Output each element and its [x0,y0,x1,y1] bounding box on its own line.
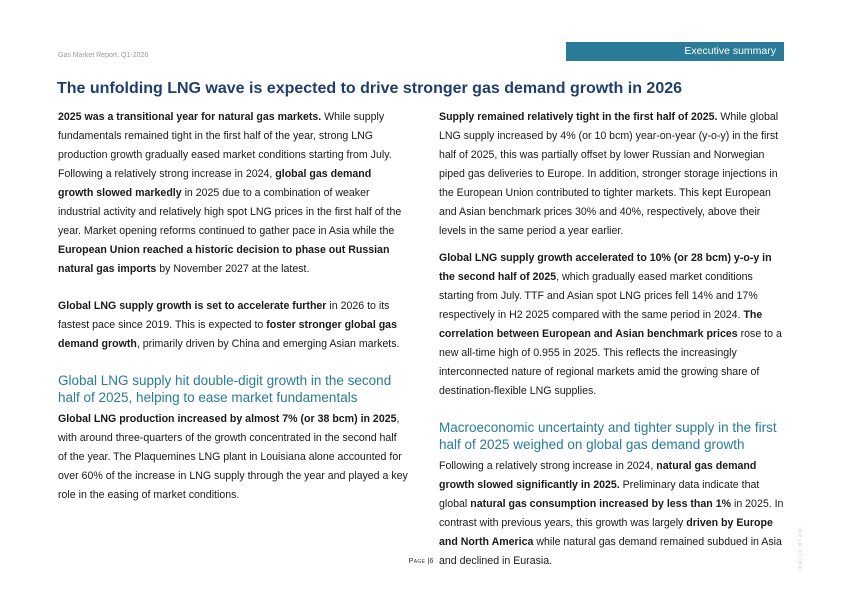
page-separator: | [427,556,430,565]
text: Following a relatively strong increase in 2024, [439,460,657,472]
text: While global LNG supply increased by 4% (or 10 bcm) year-on-year (y-o-y) in the first half of 2025, this was partially offset by lower Russian and Norwegian piped gas deliveries to Europe. In addition, stronger storage injections in the European Union contributed to tighter markets. This kept European and Asian benchmark prices 30% and 40%, respectively, above their levels in the same period a year earlier. [439,111,779,237]
page-number: 6 [429,556,434,565]
bold-text: Supply remained relatively tight in the first half of 2025. [439,111,718,123]
paragraph [439,108,789,241]
page-label: Page [408,556,426,565]
paragraph [58,108,408,279]
section-banner: Executive summary [566,42,784,61]
page-footer [0,556,842,565]
text: while natural gas demand remained subdued in Asia and declined in Eurasia. [439,536,782,567]
section-subheading: Macroeconomic uncertainty and tighter supply in the first half of 2025 weighed on global gas demand growth [439,420,777,452]
bold-text: natural gas demand growth slowed significantly in 2025. [439,460,757,491]
bold-text: 2025 was a transitional year for natural gas markets. [58,111,322,123]
bold-text: The correlation between European and Asian benchmark prices [439,309,763,340]
text: rose to a new all-time high of 0.955 in 2025. This reflects the increasingly interconnected nature of regional markets amid the growing share of destination-flexible LNG supplies. [439,328,782,397]
text: in 2026 to its fastest pace since 2019. This is expected to [58,300,390,331]
text: , with around three-quarters of the growth concentrated in the second half of the year. The Plaquemines LNG plant in Louisiana alone accounted for over 60% of the increase in LNG supply through the year and played a key role in the easing of market conditions. [58,413,408,501]
bold-text: Global LNG supply growth is set to accelerate further [58,300,327,312]
page-title: The unfolding LNG wave is expected to drive stronger gas demand growth in 2026 [57,80,683,97]
bold-text: Global LNG supply growth accelerated to 10% (or 28 bcm) y-o-y in the second half of 2025 [439,252,772,283]
bold-text: global gas demand growth slowed markedly [58,168,372,199]
left-column [58,108,408,505]
paragraph [58,410,408,505]
text: in 2025 due to a combination of weaker industrial activity and relatively high spot LNG prices in the first half of the year. Market opening reforms continued to gather pace in Asia while the [58,187,402,237]
text: , which gradually eased market conditions starting from July. TTF and Asian spot LNG prices fell 14% and 17% respectively in H2 2025 compared with the same period in 2024. [439,271,758,321]
section-subheading: Global LNG supply hit double-digit growth in the second half of 2025, helping to ease market fundamentals [58,373,392,405]
report-name: Gas Market Report, Q1-2026 [58,52,149,59]
bold-text: natural gas consumption increased by less than 1% [470,498,732,510]
text: by November 2027 at the latest. [156,263,310,275]
text: in 2025. In contrast with previous years, this growth was largely [439,498,784,529]
license-stamp: IEA. CC BY 4.0. [798,527,804,570]
text: Preliminary data indicate that global [439,479,760,510]
bold-text: European Union reached a historic decision to phase out Russian natural gas imports [58,244,390,275]
paragraph [439,249,789,401]
text: , primarily driven by China and emerging Asian markets. [136,338,400,350]
paragraph [439,457,789,571]
right-column [439,108,789,571]
bold-text: driven by Europe and North America [439,517,773,548]
text: While supply fundamentals remained tight in the first half of the year, strong LNG production growth gradually eased market conditions starting from July. Following a relatively strong increase in 2024, [58,111,392,180]
paragraph [58,297,408,354]
bold-text: foster stronger global gas demand growth [58,319,397,350]
bold-text: Global LNG production increased by almost 7% (or 38 bcm) in 2025 [58,413,397,425]
